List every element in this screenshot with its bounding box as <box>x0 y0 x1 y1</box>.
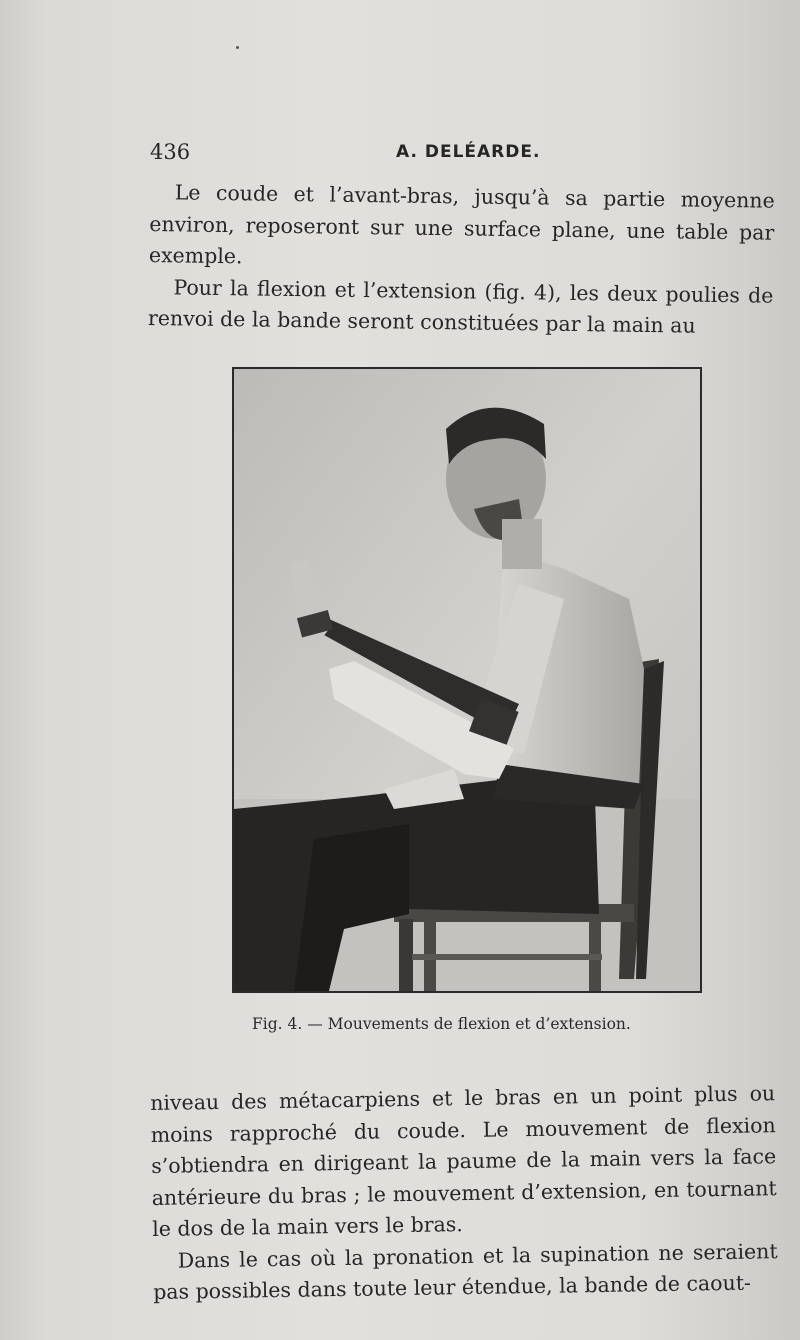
print-speck <box>236 46 239 49</box>
page-header <box>150 140 790 170</box>
running-head: A. DELÉARDE. <box>396 142 541 162</box>
caption-dash: — <box>302 1015 328 1033</box>
caption-text: Mouvements de flexion et d’extension. <box>327 1015 631 1033</box>
body-text-top <box>148 177 775 343</box>
seated-man-exercise-photo <box>234 369 700 991</box>
body-text-bottom <box>150 1078 778 1308</box>
figure-label: Fig. 4. <box>252 1015 303 1033</box>
paragraph: Dans le cas où la pronation et la supination ne seraient pas possibles dans toute leur étendue, la bande de caout- <box>153 1238 778 1304</box>
paragraph: niveau des métacarpiens et le bras en un point plus ou moins rapproché du coude. Le mouvement de flexion s’obtiendra en dirigeant la paume de la main vers la face antérieure du bras ; le mouvement d’extension, en tournant le dos de la main vers le bras. <box>150 1081 777 1241</box>
figure-caption <box>252 1015 692 1033</box>
paragraph: Le coude et l’avant-bras, jusqu’à sa partie moyenne environ, reposeront sur une surface plane, une table par exemple. <box>148 180 775 269</box>
figure-photograph <box>232 367 702 993</box>
page-number: 436 <box>150 140 191 164</box>
paragraph: Pour la flexion et l’extension (fig. 4), les deux poulies de renvoi de la bande seront constituées par la main au <box>147 274 774 338</box>
